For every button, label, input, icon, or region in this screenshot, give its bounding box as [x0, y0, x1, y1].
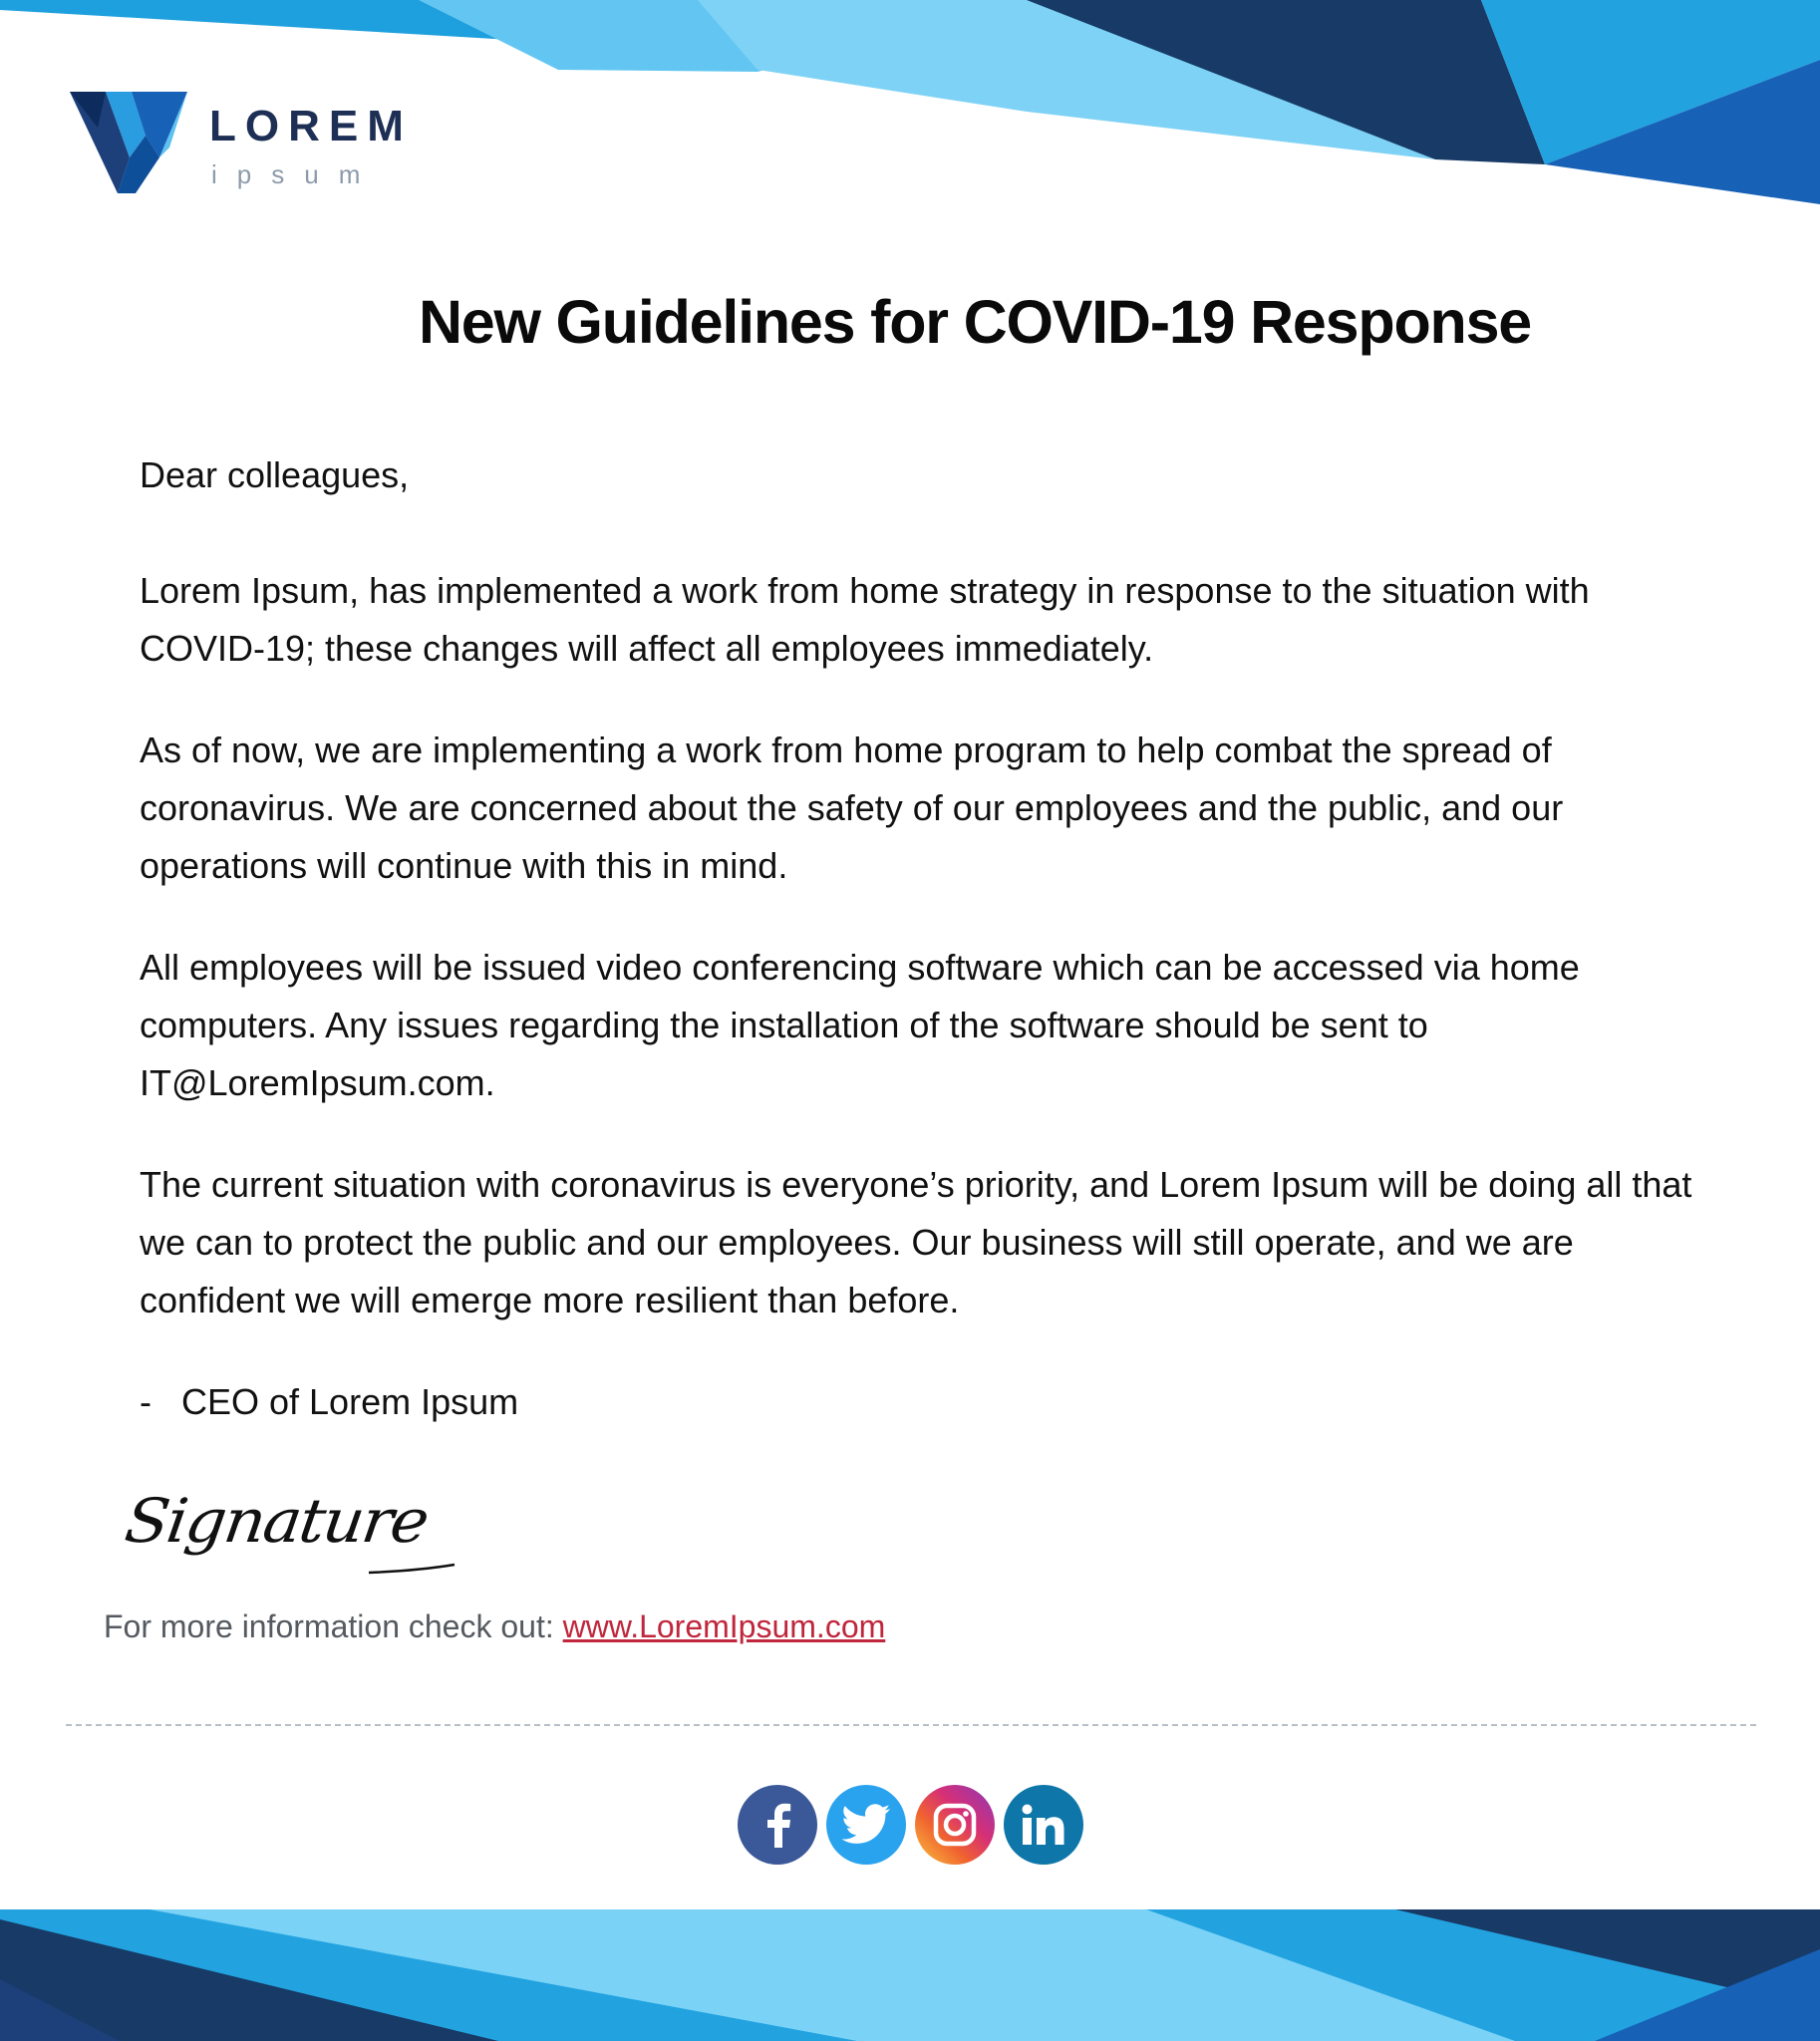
linkedin-icon — [1022, 1804, 1065, 1846]
facebook-button[interactable] — [738, 1785, 817, 1865]
logo-tagline: ipsum — [211, 159, 381, 189]
logo-mark-icon — [70, 88, 189, 197]
twitter-button[interactable] — [826, 1785, 906, 1865]
paragraph-2: As of now, we are implementing a work from home program to help combat the spread of coronavirus. We are concerned about the safety of our employees and the public, and our operations will continue with this in mind. — [140, 729, 1564, 886]
signoff-text: CEO of Lorem Ipsum — [181, 1381, 519, 1422]
more-info-label: For more information check out: — [104, 1608, 554, 1644]
company-logo — [70, 88, 429, 207]
paragraph-4: The current situation with coronavirus is everyone’s priority, and Lorem Ipsum will be doing all that we can to protect the public and our employees. Our business will still operate, and we are confident we will emerge more resilient than before. — [140, 1164, 1692, 1320]
paragraph-3: All employees will be issued video conferencing software which can be accessed via home computers. Any issues regarding the installation of the software should be sent to IT@LoremIpsum.com. — [140, 947, 1580, 1103]
social-links — [738, 1785, 1086, 1865]
logo-wordmark: LOREM — [209, 102, 413, 150]
letter-body — [140, 446, 1694, 1475]
signature — [120, 1485, 478, 1595]
signature-flourish — [120, 1485, 478, 1595]
signoff-dash: - — [140, 1381, 152, 1422]
instagram-button[interactable] — [915, 1785, 995, 1865]
salutation: Dear colleagues, — [140, 454, 410, 495]
more-info — [104, 1608, 885, 1645]
twitter-icon — [841, 1804, 891, 1846]
linkedin-button[interactable] — [1004, 1785, 1083, 1865]
footer-divider — [66, 1724, 1756, 1726]
document-title: New Guidelines for COVID-19 Response — [418, 288, 1532, 356]
instagram-icon — [932, 1802, 978, 1848]
footer-decoration — [0, 1909, 1820, 2041]
website-link[interactable]: www.LoremIpsum.com — [562, 1608, 886, 1644]
facebook-icon — [758, 1801, 797, 1849]
signature-text: Signature — [121, 1486, 433, 1558]
paragraph-1: Lorem Ipsum, has implemented a work from home strategy in response to the situation with COVID-19; these changes will affect all employees immediately. — [140, 570, 1590, 669]
signoff — [140, 1373, 1694, 1431]
